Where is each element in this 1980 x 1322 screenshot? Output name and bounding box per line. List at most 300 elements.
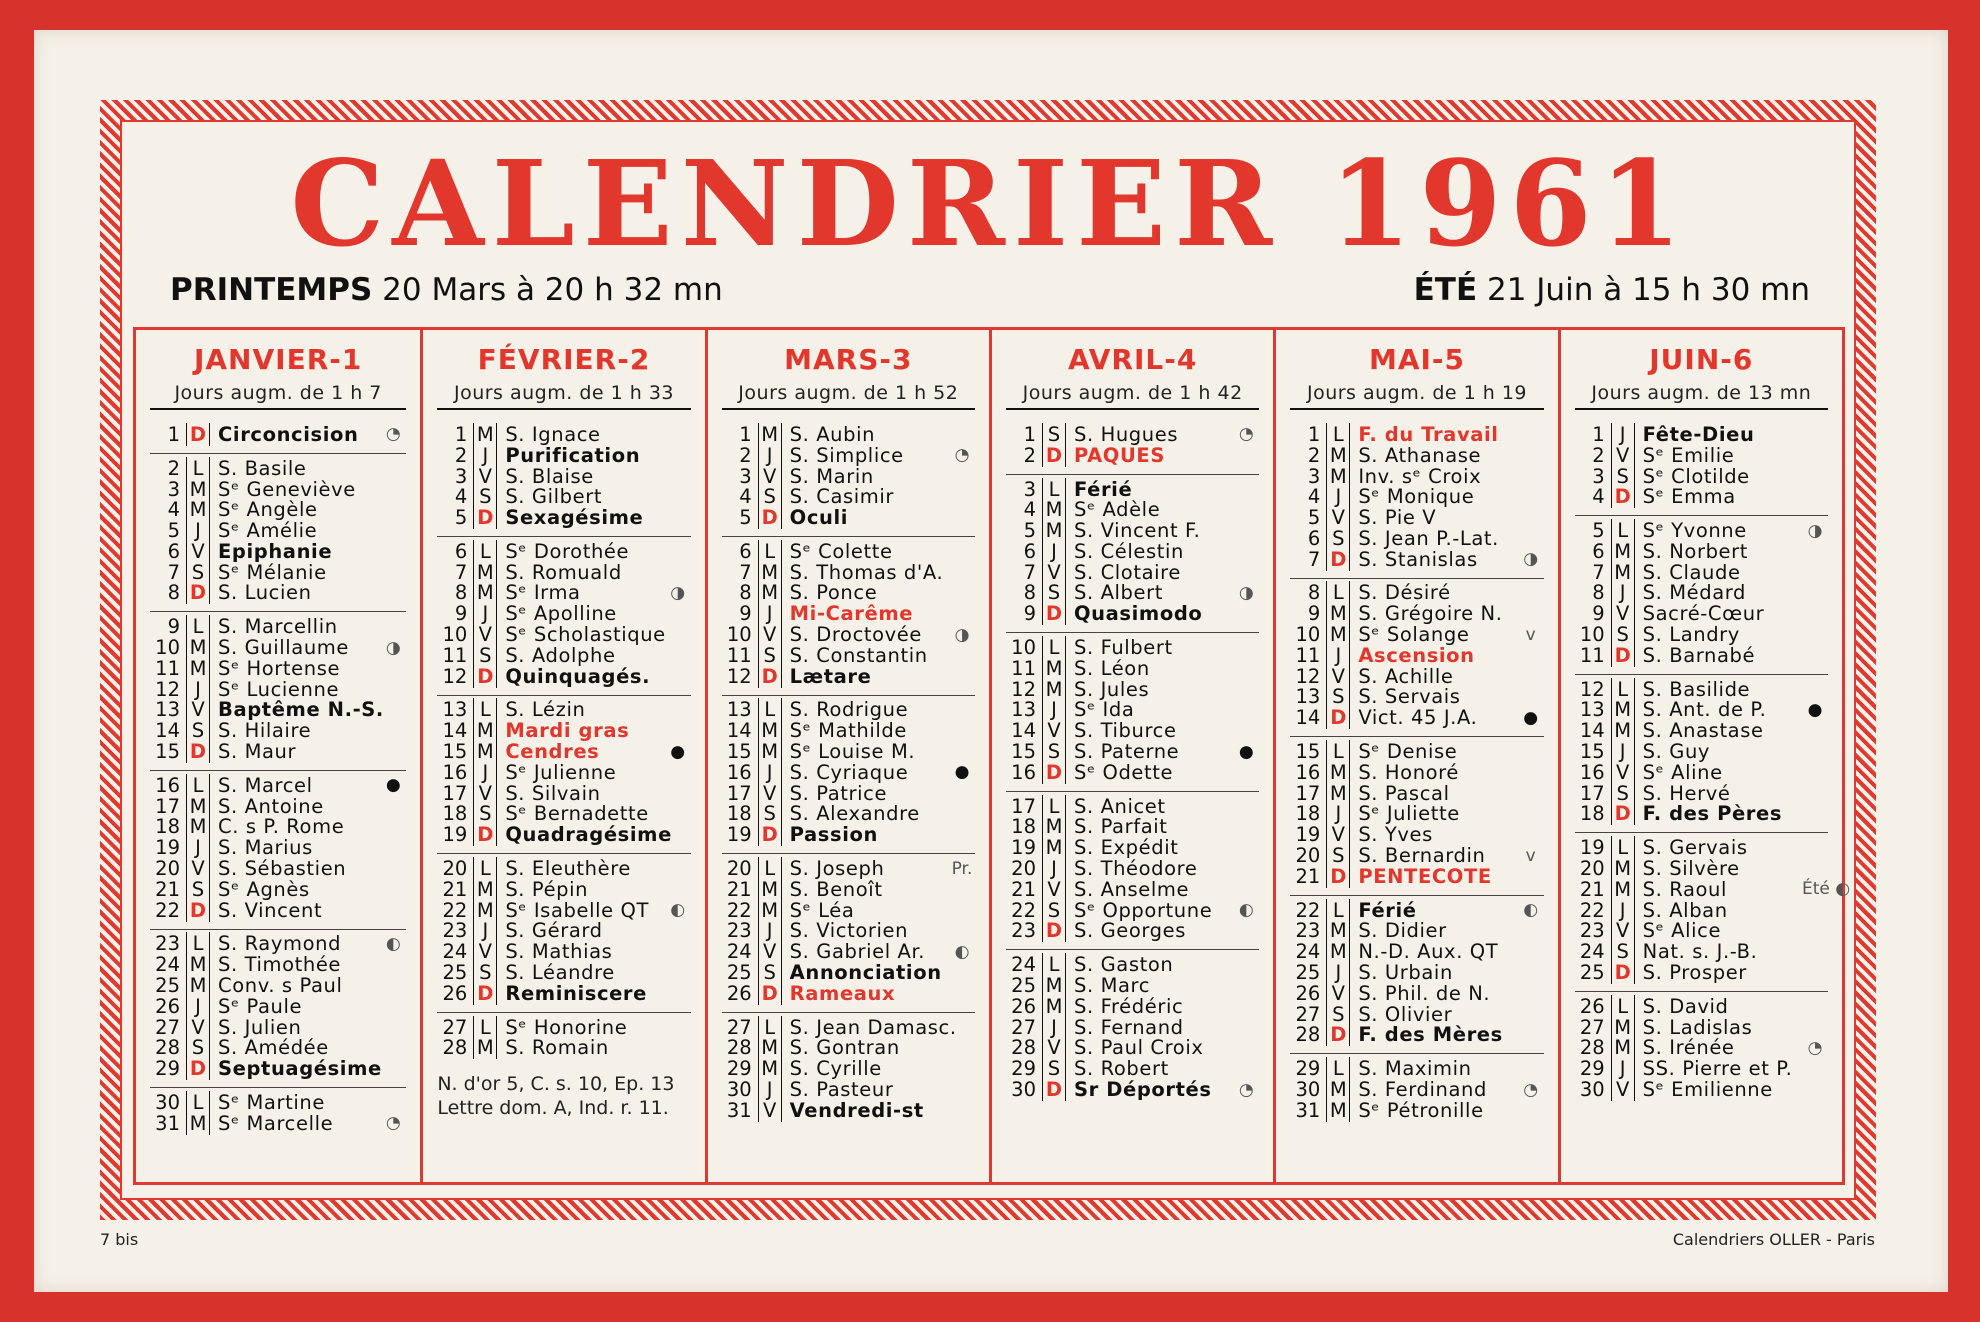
day-number: 22: [726, 898, 752, 922]
day-number: 4: [454, 485, 468, 509]
month-daylight-note: Jours augm. de 1 h 52: [722, 382, 975, 410]
day-row: [722, 486, 975, 507]
day-number: 27: [1011, 1015, 1036, 1039]
day-number: 16: [1011, 760, 1036, 784]
day-number: 2: [167, 456, 180, 480]
day-row: [437, 1038, 690, 1059]
day-row: [437, 666, 690, 687]
day-number: 8: [1023, 581, 1036, 605]
day-letter: M: [1611, 561, 1635, 584]
saint-name: S. Romuald: [505, 560, 622, 584]
day-number: 21: [1295, 864, 1321, 888]
day-row: [150, 583, 406, 604]
day-number: 25: [1011, 974, 1036, 998]
day-row: [722, 1058, 975, 1079]
day-number: 18: [155, 815, 180, 839]
saint-name: S. Julien: [218, 1015, 302, 1039]
saint-name: S. Pasteur: [789, 1078, 894, 1102]
page-title: CALENDRIER 1961: [290, 134, 1690, 273]
day-row: [1575, 1017, 1828, 1038]
saint-name: S. Jean Damasc.: [789, 1015, 957, 1039]
day-letter: J: [186, 836, 210, 859]
saint-name: S. Robert: [1074, 1057, 1169, 1081]
day-letter: S: [1326, 527, 1350, 550]
day-letter: M: [1611, 857, 1635, 880]
day-number: 22: [1579, 898, 1605, 922]
week-group: [150, 771, 406, 930]
day-row: [150, 424, 406, 445]
day-number: 14: [1579, 719, 1605, 743]
saint-name: S. Léon: [1074, 656, 1150, 680]
day-row: [1575, 700, 1828, 721]
footer-ref: 7 bis: [100, 1230, 139, 1249]
day-letter: L: [186, 1091, 210, 1114]
day-number: 9: [167, 615, 180, 639]
day-number: 16: [442, 760, 468, 784]
saint-name: S. Anselme: [1074, 877, 1190, 901]
saint-name: S. Amédée: [218, 1036, 329, 1060]
saint-name: Reminiscere: [505, 981, 647, 1005]
day-number: 18: [1295, 802, 1321, 826]
day-row: [722, 858, 975, 879]
day-letter: V: [1326, 823, 1350, 846]
day-letter: V: [1042, 878, 1066, 901]
day-row: [437, 624, 690, 645]
day-row: [1290, 1100, 1543, 1121]
day-number: 27: [1579, 1015, 1605, 1039]
day-row: [1575, 1058, 1828, 1079]
day-number: 7: [1023, 560, 1036, 584]
day-letter: M: [186, 953, 210, 976]
day-number: 23: [155, 932, 180, 956]
day-row: [437, 700, 690, 721]
months-grid: [133, 327, 1851, 1185]
day-letter: J: [473, 919, 497, 942]
day-letter: D: [186, 899, 210, 922]
day-number: 11: [1011, 656, 1036, 680]
moon-phase-icon: ◑: [670, 582, 686, 603]
day-row: [150, 499, 406, 520]
saint-name: S. Ferdinand: [1358, 1078, 1487, 1102]
moon-phase-icon: ●: [670, 741, 686, 762]
week-group: [722, 420, 975, 537]
day-number: 28: [1011, 1036, 1036, 1060]
month-column: [1558, 330, 1851, 1182]
day-number: 9: [454, 602, 468, 626]
saint-name: S. Claude: [1642, 560, 1741, 584]
saint-name: SS. Pierre et P.: [1642, 1057, 1793, 1081]
saint-name: Rameaux: [789, 981, 896, 1005]
day-row: [1290, 583, 1543, 604]
saint-name: Septuagésime: [218, 1057, 382, 1081]
day-letter: L: [473, 1016, 497, 1039]
day-row: [1575, 486, 1828, 507]
day-letter: V: [758, 623, 782, 646]
day-number: 12: [1579, 677, 1605, 701]
saint-name: S. Hervé: [1642, 781, 1731, 805]
saint-name: Oculi: [789, 506, 849, 530]
saint-name: Sᵉ Isabelle QT: [505, 898, 649, 922]
day-letter: M: [1326, 940, 1350, 963]
saint-name: S. Désiré: [1358, 581, 1451, 605]
saint-name: Mi-Carême: [789, 602, 914, 626]
saint-name: Sᵉ Monique: [1358, 485, 1475, 509]
saint-name: Sᵉ Lucienne: [218, 677, 340, 701]
day-letter: S: [1611, 782, 1635, 805]
day-letter: D: [186, 423, 210, 446]
day-letter: V: [186, 540, 210, 563]
day-row: [150, 934, 406, 955]
day-row: [437, 741, 690, 762]
day-number: 26: [155, 994, 180, 1018]
moon-phase-icon: ◑: [1523, 549, 1539, 570]
day-row: [1290, 624, 1543, 645]
day-row: [150, 458, 406, 479]
day-letter: L: [473, 698, 497, 721]
day-row: [1006, 921, 1259, 942]
day-row: [437, 804, 690, 825]
day-number: 8: [167, 581, 180, 605]
month-days: [136, 420, 420, 1142]
day-number: 13: [155, 698, 180, 722]
year-note: [437, 1072, 690, 1120]
day-row: [1006, 954, 1259, 975]
day-row: [437, 645, 690, 666]
saint-name: Sᵉ Léa: [789, 898, 855, 922]
day-letter: S: [473, 644, 497, 667]
saint-name: Sᵉ Juliette: [1358, 802, 1460, 826]
week-group: [1575, 833, 1851, 992]
day-number: 15: [442, 740, 468, 764]
day-number: 15: [1579, 740, 1605, 764]
day-letter: J: [758, 761, 782, 784]
day-number: 15: [1011, 740, 1036, 764]
day-number: 16: [155, 773, 180, 797]
day-letter: L: [1042, 478, 1066, 501]
day-row: [1290, 900, 1543, 921]
day-letter: V: [1326, 982, 1350, 1005]
day-row: [722, 624, 975, 645]
day-number: 30: [155, 1091, 180, 1115]
week-group: [150, 930, 406, 1089]
day-letter: V: [186, 698, 210, 721]
day-row: [150, 479, 406, 500]
day-letter: V: [758, 782, 782, 805]
day-row: [722, 741, 975, 762]
day-letter: M: [1326, 623, 1350, 646]
day-row: [150, 520, 406, 541]
day-number: 4: [739, 485, 752, 509]
moon-phase-icon: ◔: [385, 1113, 401, 1134]
saint-name: S. Ignace: [505, 422, 601, 446]
day-number: 13: [1579, 698, 1605, 722]
saint-name: Sᵉ Ida: [1074, 698, 1135, 722]
day-row: [722, 1038, 975, 1059]
day-number: 7: [1307, 547, 1321, 571]
day-number: 27: [442, 1015, 468, 1039]
day-row: [1290, 866, 1543, 887]
month-column: [989, 330, 1273, 1182]
day-letter: M: [758, 1057, 782, 1080]
saint-name: S. David: [1642, 994, 1729, 1018]
day-row: [150, 720, 406, 741]
day-row: [1006, 858, 1259, 879]
day-number: 3: [739, 464, 752, 488]
month-column: [420, 330, 704, 1182]
day-number: 8: [1307, 581, 1321, 605]
day-number: 2: [454, 443, 468, 467]
month-days: [1276, 420, 1557, 1129]
day-letter: J: [1326, 961, 1350, 984]
day-letter: M: [1042, 678, 1066, 701]
saint-name: S. Marcellin: [218, 615, 338, 639]
day-row: [1006, 741, 1259, 762]
day-row: [150, 879, 406, 900]
day-letter: L: [1611, 995, 1635, 1018]
day-letter: M: [1042, 974, 1066, 997]
saint-name: Sᵉ Emma: [1642, 485, 1736, 509]
day-number: 17: [1579, 781, 1605, 805]
day-number: 1: [1592, 422, 1605, 446]
day-letter: J: [1611, 581, 1635, 604]
day-number: 27: [1295, 1002, 1321, 1026]
day-letter: D: [473, 506, 497, 529]
day-letter: M: [473, 561, 497, 584]
saint-name: Férié: [1074, 477, 1133, 501]
day-letter: M: [1326, 602, 1350, 625]
saint-name: Sᵉ Dorothée: [505, 539, 630, 563]
saint-name: Baptême N.-S.: [218, 698, 384, 722]
day-row: [1006, 541, 1259, 562]
saint-name: F. du Travail: [1358, 422, 1499, 446]
week-group: [1006, 950, 1259, 1108]
day-letter: M: [1611, 1016, 1635, 1039]
day-letter: L: [758, 540, 782, 563]
day-row: [1575, 624, 1828, 645]
day-row: [1290, 486, 1543, 507]
day-letter: M: [186, 795, 210, 818]
month-header: AVRIL-4: [1067, 343, 1198, 376]
day-letter: J: [1611, 1057, 1635, 1080]
day-number: 23: [1011, 919, 1036, 943]
day-number: 21: [442, 877, 468, 901]
day-row: [1290, 845, 1543, 866]
saint-name: S. Servais: [1358, 685, 1461, 709]
day-number: 24: [726, 940, 752, 964]
day-row: [1575, 1079, 1828, 1100]
week-group: [1575, 420, 1828, 516]
day-letter: S: [186, 719, 210, 742]
saint-name: S. Hilaire: [218, 719, 312, 743]
saint-name: S. Raoul: [1642, 877, 1728, 901]
week-group: [1006, 633, 1259, 792]
day-row: [722, 921, 975, 942]
saint-name: S. Alexandre: [789, 802, 920, 826]
week-group: [1006, 475, 1259, 634]
day-row: [722, 983, 975, 1004]
day-row: [150, 817, 406, 838]
saint-name: PAQUES: [1074, 443, 1165, 467]
saint-name: Epiphanie: [218, 539, 333, 563]
saint-name: S. Théodore: [1074, 857, 1198, 881]
day-letter: L: [758, 698, 782, 721]
day-row: [1290, 783, 1543, 804]
day-row: [1575, 996, 1828, 1017]
saint-name: Sᵉ Honorine: [505, 1015, 628, 1039]
day-letter: L: [1042, 636, 1066, 659]
day-letter: M: [1326, 761, 1350, 784]
day-number: 24: [1011, 953, 1036, 977]
day-number: 7: [1592, 560, 1605, 584]
saint-name: Sᵉ Alice: [1642, 919, 1722, 943]
day-number: 18: [1011, 815, 1036, 839]
day-letter: M: [473, 423, 497, 446]
saint-name: S. Léandre: [505, 961, 615, 985]
day-number: 20: [155, 857, 180, 881]
day-letter: S: [186, 1036, 210, 1059]
day-row: [1006, 583, 1259, 604]
day-number: 24: [155, 953, 180, 977]
day-number: 12: [726, 664, 752, 688]
day-row: [722, 541, 975, 562]
day-number: 19: [442, 823, 468, 847]
saint-name: S. Marin: [789, 464, 874, 488]
day-letter: M: [1326, 1099, 1350, 1122]
day-number: 31: [1295, 1098, 1321, 1122]
season-ete-name: ÉTÉ: [1413, 272, 1478, 308]
saint-name: S. Simplice: [789, 443, 904, 467]
day-letter: J: [1326, 802, 1350, 825]
day-letter: M: [1326, 782, 1350, 805]
day-row: [722, 1100, 975, 1121]
saint-name: Sᵉ Agnès: [218, 877, 310, 901]
saint-name: Sexagésime: [505, 506, 644, 530]
day-letter: V: [758, 1099, 782, 1122]
saint-name: S. Georges: [1074, 919, 1187, 943]
saint-name: S. Aubin: [789, 422, 876, 446]
saint-name: S. Blaise: [505, 464, 594, 488]
moon-phase-icon: ◔: [1238, 1079, 1254, 1100]
day-number: 23: [1579, 919, 1605, 943]
day-number: 28: [1295, 1023, 1321, 1047]
day-row: [1575, 445, 1828, 466]
day-letter: M: [1042, 815, 1066, 838]
month-header: MAI-5: [1368, 343, 1466, 376]
day-letter: D: [758, 982, 782, 1005]
day-number: 9: [1592, 602, 1605, 626]
day-number: 21: [726, 877, 752, 901]
day-letter: J: [758, 919, 782, 942]
day-number: 4: [1023, 498, 1036, 522]
day-row: [1006, 1017, 1259, 1038]
day-row: [437, 445, 690, 466]
day-letter: J: [473, 761, 497, 784]
day-number: 24: [442, 940, 468, 964]
saint-name: Vendredi-st: [789, 1098, 924, 1122]
day-row: [1006, 1058, 1259, 1079]
day-row: [150, 700, 406, 721]
day-number: 10: [1011, 636, 1036, 660]
saint-name: S. Urbain: [1358, 961, 1453, 985]
day-number: 1: [167, 422, 180, 446]
saint-name: S. Jules: [1074, 677, 1150, 701]
day-letter: M: [1042, 519, 1066, 542]
day-row: [150, 1017, 406, 1038]
day-letter: L: [1326, 740, 1350, 763]
day-number: 31: [155, 1111, 180, 1135]
day-letter: S: [758, 644, 782, 667]
saint-name: S. Ant. de P.: [1642, 698, 1767, 722]
day-row: [437, 562, 690, 583]
saint-name: S. Alban: [1642, 898, 1728, 922]
day-letter: S: [1326, 1003, 1350, 1026]
day-row: [722, 783, 975, 804]
moon-phase-icon: ◐: [385, 933, 401, 954]
saint-name: Cendres: [505, 740, 600, 764]
day-number: 9: [1307, 602, 1321, 626]
saint-name: S. Constantin: [789, 643, 928, 667]
day-number: 31: [726, 1098, 752, 1122]
saint-name: S. Tiburce: [1074, 719, 1177, 743]
saint-name: Sᵉ Solange: [1358, 623, 1470, 647]
day-number: 29: [726, 1057, 752, 1081]
day-letter: M: [758, 899, 782, 922]
day-row: [1575, 962, 1828, 983]
moon-phase-icon: ◐: [670, 900, 686, 921]
saint-name: S. Maur: [218, 740, 297, 764]
saint-name: S. Grégoire N.: [1358, 602, 1503, 626]
day-number: 1: [1023, 422, 1036, 446]
season-printemps: [170, 272, 723, 308]
day-row: [1575, 645, 1828, 666]
day-row: [437, 983, 690, 1004]
day-letter: M: [1326, 919, 1350, 942]
saint-name: S. Gabriel Ar.: [789, 940, 926, 964]
month-daylight-note: Jours augm. de 1 h 42: [1006, 382, 1259, 410]
moon-phase-icon: v: [1525, 624, 1536, 645]
month-days: [423, 420, 704, 1066]
day-letter: M: [473, 740, 497, 763]
day-number: 2: [1023, 443, 1036, 467]
saint-name: S. Eleuthère: [505, 857, 631, 881]
day-number: 15: [155, 740, 180, 764]
saint-name: S. Anastase: [1642, 719, 1764, 743]
day-row: [1006, 879, 1259, 900]
day-number: 26: [442, 981, 468, 1005]
month-daylight-note: Jours augm. de 1 h 7: [150, 382, 406, 410]
day-letter: L: [1326, 1057, 1350, 1080]
day-letter: V: [1611, 1078, 1635, 1101]
day-letter: S: [473, 802, 497, 825]
day-letter: V: [186, 857, 210, 880]
day-letter: J: [1042, 1016, 1066, 1039]
day-row: [437, 603, 690, 624]
day-letter: M: [758, 740, 782, 763]
day-number: 30: [726, 1078, 752, 1102]
day-letter: V: [1611, 444, 1635, 467]
saint-name: Sacré-Cœur: [1642, 602, 1765, 626]
day-row: [150, 796, 406, 817]
day-row: [1006, 975, 1259, 996]
day-letter: D: [1611, 961, 1635, 984]
day-row: [1290, 445, 1543, 466]
day-row: [150, 616, 406, 637]
moon-phase-icon: ●: [1523, 707, 1539, 728]
day-number: 21: [155, 877, 180, 901]
day-letter: M: [186, 1112, 210, 1135]
week-group: [437, 537, 690, 696]
day-number: 15: [1295, 740, 1321, 764]
